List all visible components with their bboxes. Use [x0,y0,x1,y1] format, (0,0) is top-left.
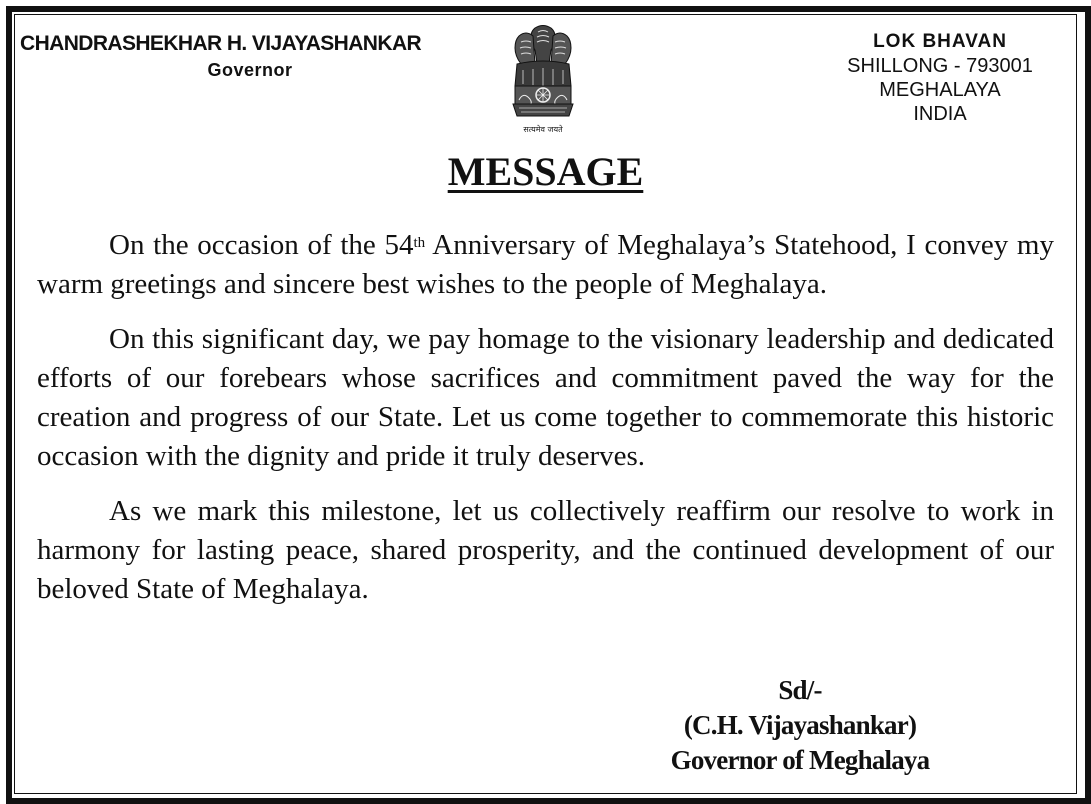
paragraph-3: As we mark this milestone, let us collectively reaffirm our resolve to work in harmony for lasting peace, shared prosperity, and the continued development of our beloved State of Meghalaya. [37,495,1054,605]
address-line-2: SHILLONG - 793001 [847,55,1033,77]
paragraph-2: On this significant day, we pay homage to the visionary leadership and dedicated efforts of our forebears whose sacrifices and commitment paved the way for the creation and progress of our State. Let us come together to commemorate this historic occasion with the dignity and pride it truly deserves. [37,323,1054,472]
paragraph-1-end: Anniversary of Meghalaya’s Statehood, I convey my warm greetings and sincere best wishes to the people of Meghalaya. [37,229,1054,300]
signature-mark: Sd/- [778,675,822,705]
signatory-name: (C.H. Vijayashankar) [683,710,917,740]
paragraph-1 [37,226,1054,304]
address-line-4: INDIA [913,103,967,125]
paragraph-1-start: On the occasion of the 54 [109,229,414,261]
national-emblem-icon [505,22,581,138]
message-heading: MESSAGE [447,149,644,194]
address-line-1: LOK BHAVAN [873,31,1007,52]
sender-block [20,30,480,82]
emblem-caption: सत्यमेव जयते [523,125,563,134]
signatory-designation: Governor of Meghalaya [670,745,930,775]
ordinal-suffix: th [413,235,426,251]
address-line-3: MEGHALAYA [879,79,1001,101]
sender-title: Governor [207,60,293,80]
sender-name: CHANDRASHEKHAR H. VIJAYASHANKAR [20,32,422,55]
address-block [820,30,1060,126]
message-body [37,226,1054,625]
signature-block [640,673,960,778]
page-title [0,148,1091,196]
